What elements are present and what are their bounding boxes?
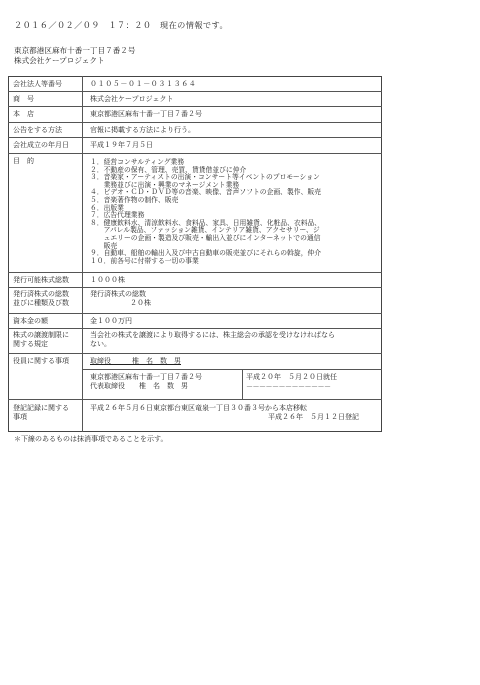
purpose-item: １．経営コンサルティング業務 (90, 158, 185, 166)
purpose-item: ュエリーの企画・製造及び販売・輸出入並びにインターネットでの通信 (90, 233, 321, 242)
purpose-item: アパレル製品、ファッション雑貨、インテリア雑貨、アクセサリー、ジ (90, 226, 320, 235)
company-name: 株式会社ケープロジェクト (14, 56, 105, 65)
transfer-restriction-value-2: ない。 (90, 340, 111, 348)
purpose-item: ７．広告代理業務 (90, 211, 145, 220)
row-divider (8, 153, 382, 154)
issued-shares-label-2: 並びに種類及び数 (13, 299, 69, 307)
officer-date-divider (242, 369, 243, 399)
purpose-item: ２．不動産の保有、管理、売買、賃貸借並びに仲介 (90, 165, 247, 174)
trade-name-label: 商 号 (13, 95, 34, 103)
issued-shares-label: 発行済株式の総数 (13, 290, 69, 298)
officer-representative: 代表取締役 椎 名 数 男 (90, 382, 188, 390)
officer-address: 東京都港区麻布十番一丁目７番２号 (90, 373, 202, 381)
row-divider (8, 137, 382, 138)
row-divider (8, 399, 382, 400)
public-notice-label: 公告をする方法 (13, 126, 62, 134)
established-value: 平成１９年７月５日 (90, 141, 153, 149)
transfer-restriction-label-2: 関する規定 (13, 340, 48, 348)
purpose-item: ６．出版業 (90, 203, 124, 212)
corp-number-value: ０１０５－０１－０３１３６４ (90, 80, 197, 88)
row-divider (8, 272, 382, 273)
issued-shares-value: 発行済株式の総数 (90, 290, 146, 298)
purpose-item: 業務並びに出演・興業のマネージメント業務 (90, 180, 240, 189)
officers-label: 役員に関する事項 (13, 357, 69, 365)
registry-date: 平成２６年 ５月１２日登記 (268, 413, 359, 421)
column-divider (82, 76, 83, 432)
officer-sub-divider (82, 369, 382, 370)
footnote: ＊下線のあるものは抹消事項であることを示す。 (14, 435, 168, 443)
registry-record-label-2: 事項 (13, 413, 27, 421)
capital-value: 金１００万円 (90, 317, 132, 325)
officer-appointment-date: 平成２０年 ５月２０日就任 (246, 373, 337, 381)
corp-number-label: 会社法人等番号 (13, 80, 62, 88)
head-office-value: 東京都港区麻布十番一丁目７番２号 (90, 110, 202, 118)
established-label: 会社成立の年月日 (13, 141, 69, 149)
purpose-list (90, 159, 321, 265)
registry-record-label: 登記記録に関する (13, 404, 69, 412)
authorized-shares-label: 発行可能株式総数 (13, 276, 69, 284)
purpose-item: ３．音楽家・アーティストの出演・コンサート等イベントのプロモーション (90, 173, 320, 182)
officer-date-underline: －－－－－－－－－－－－－ (246, 383, 331, 391)
company-address: 東京都港区麻布十番一丁目７番２号 (14, 46, 136, 55)
row-divider (8, 122, 382, 123)
row-divider (8, 353, 382, 354)
purpose-label: 目 的 (13, 157, 34, 165)
timestamp-header: ２０１６／０２／０９ １７：２０ 現在の情報です。 (14, 20, 229, 30)
transfer-restriction-value: 当会社の株式を譲渡により取得するには、株主総会の承認を受けなければなら (90, 331, 335, 339)
purpose-item: ９．自動車、船舶の輸出入及び中古自動車の販売並びにそれらの斡旋，仲介 (90, 249, 322, 258)
purpose-item: １０．前各号に付帯する一切の事業 (90, 256, 199, 265)
row-divider (8, 328, 382, 329)
authorized-shares-value: １０００株 (90, 276, 125, 284)
capital-label: 資本金の額 (13, 317, 48, 325)
public-notice-value: 官報に掲載する方法により行う。 (90, 126, 195, 134)
transfer-restriction-label: 株式の譲渡制限に (13, 331, 69, 339)
purpose-item: ５．音楽著作物の制作、販売 (90, 195, 179, 204)
purpose-item: 販売 (90, 241, 118, 250)
trade-name-value: 株式会社ケープロジェクト (90, 95, 174, 103)
issued-shares-count: ２０株 (130, 299, 151, 307)
purpose-item: ４．ビデオ・ＣＤ・ＤＶＤ等の音楽、映像、音声ソフトの企画、製作、販売 (90, 188, 321, 197)
row-divider (8, 313, 382, 314)
row-divider (8, 106, 382, 107)
head-office-label: 本 店 (13, 110, 34, 118)
row-divider (8, 287, 382, 288)
registry-relocation: 平成２６年５月６日東京都台東区竜泉一丁目３０番３号から本店移転 (90, 404, 307, 412)
purpose-item: ８．健康飲料水、清涼飲料水、食料品、家具、日用雑貨、化粧品、衣料品、 (90, 218, 322, 227)
officer-director-struck: 取締役 椎 名 数 男 (90, 357, 181, 365)
row-divider (8, 91, 382, 92)
